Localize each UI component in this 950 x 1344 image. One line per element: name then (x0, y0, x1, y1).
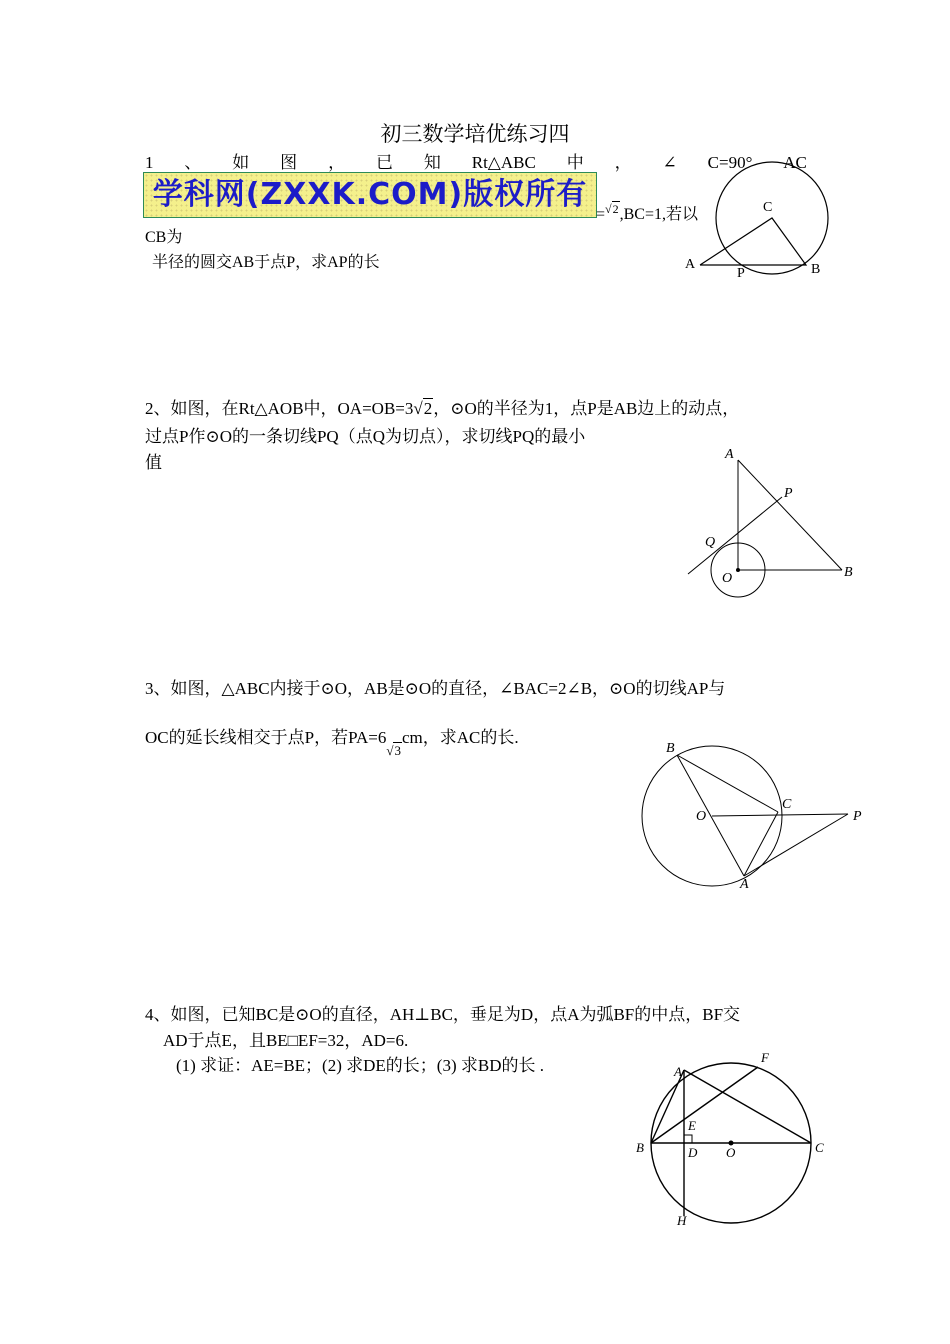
q1-line1-token: 图 (280, 153, 298, 172)
q2-sqrt-radicand: 2 (423, 399, 433, 418)
page-title: 初三数学培优练习四 (380, 122, 570, 146)
q2-sqrt: √2 (413, 399, 433, 418)
q1-condition: ,BC=1,若以 (619, 206, 698, 223)
q4-label-e: E (688, 1118, 696, 1133)
q3-given: OC的延长线相交于点P，若PA=6 (145, 728, 387, 747)
q1-line1-token: 中 (566, 153, 584, 172)
q4-line3: (1) 求证：AE=BE；(2) 求DE的长；(3) 求BD的长 . (176, 1056, 544, 1075)
q3-label-o: O (696, 809, 707, 824)
watermark-banner: 学科网(ZXXK.COM)版权所有 (143, 172, 597, 218)
q1-line1-token: 知 (423, 153, 441, 172)
q4-label-b: B (636, 1140, 644, 1155)
q2-label-p: P (784, 486, 793, 501)
q1-label-p: P (737, 266, 745, 281)
q1-sqrt: √2 (605, 202, 619, 216)
q1-label-b: B (811, 262, 821, 277)
q4-label-d: D (688, 1145, 698, 1160)
q1-line3: CB为 (145, 229, 183, 246)
q1-line1-token: 已 (375, 153, 393, 172)
q2-line3: 值 (145, 453, 162, 472)
q3-label-b: B (666, 741, 675, 756)
q4-line1: 4、如图，已知BC是⊙O的直径，AH⊥BC，垂足为D，点A为弧BF的中点，BF交 (145, 1005, 741, 1024)
q1-label-c: C (763, 200, 773, 215)
q3-sqrt-radicand: 3 (394, 743, 401, 758)
q3-label-p: P (853, 809, 862, 824)
q2-label-a: A (725, 447, 734, 462)
q4-label-f: F (761, 1050, 769, 1065)
q1-line1-token: AC (783, 153, 807, 172)
q1-line1-token: ， (328, 153, 346, 172)
q1-line1-token: ， (614, 153, 632, 172)
q2-label-o: O (722, 571, 733, 586)
q1-sqrt-radicand: 2 (612, 202, 619, 216)
q2-given: 2、如图，在Rt△AOB中，OA=OB=3 (145, 399, 414, 418)
q2-line2: 过点P作⊙O的一条切线PQ（点Q为切点），求切线PQ的最小 (145, 427, 586, 446)
q4-label-h: H (677, 1213, 687, 1228)
q4-line2: AD于点E，且BE□EF=32，AD=6. (163, 1031, 409, 1050)
q3-line1: 3、如图，△ABC内接于⊙O，AB是⊙O的直径，∠BAC=2∠B，⊙O的切线AP与 (145, 679, 726, 698)
q1-line1-token: C=90° (707, 153, 753, 172)
q4-right-angle-mark (684, 1135, 692, 1143)
q2-label-b: B (844, 565, 853, 580)
q2-condition: ，⊙O的半径为1，点P是AB边上的动点， (433, 399, 740, 418)
q4-label-c: C (815, 1140, 824, 1155)
q4-chord-bf (651, 1067, 758, 1143)
q1-line4: 半径的圆交AB于点P，求AP的长 (152, 254, 380, 271)
q4-label-a: A (674, 1064, 682, 1079)
q1-line1-token: ∠ (662, 153, 677, 172)
q1-equals: = (596, 206, 606, 223)
q1-line1-token: 、 (184, 153, 202, 172)
q4-label-o: O (726, 1145, 736, 1160)
q1-line1-token: 1 (145, 153, 154, 172)
q1-line1-token: Rt△ABC (471, 153, 536, 172)
q1-line1-token: 如 (232, 153, 250, 172)
q1-label-a: A (685, 257, 696, 272)
q3-label-c: C (782, 797, 792, 812)
q3-question: cm，求AC的长. (401, 728, 519, 747)
q2-label-q: Q (705, 535, 716, 550)
q3-label-a: A (740, 877, 749, 892)
q3-sqrt: √3 (386, 743, 401, 758)
